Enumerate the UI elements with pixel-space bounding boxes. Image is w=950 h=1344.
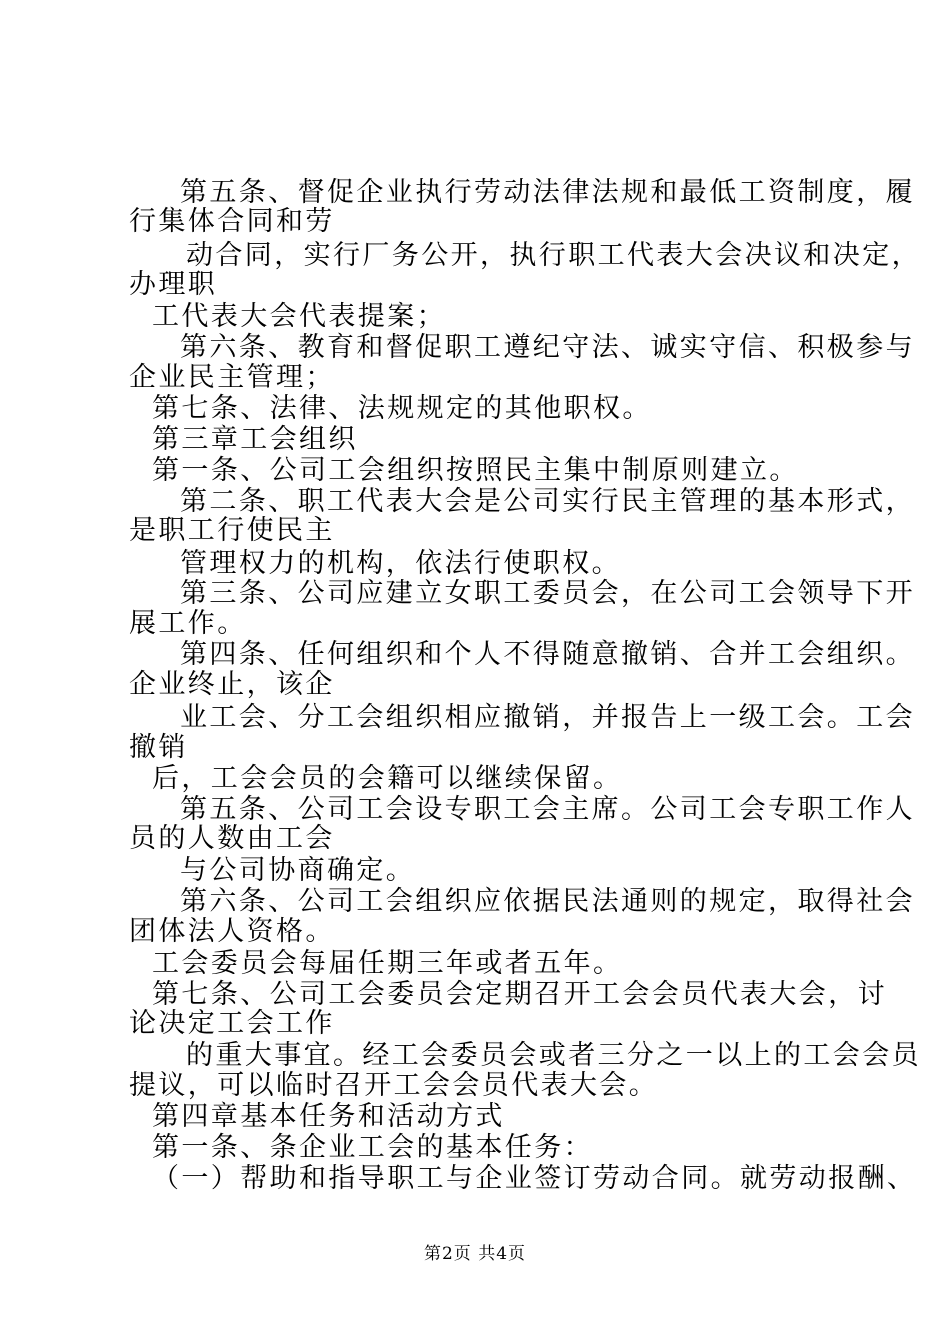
text-line: 工会委员会每届任期三年或者五年。 bbox=[152, 948, 623, 979]
text-line: 论决定工会工作 bbox=[129, 1008, 335, 1039]
text-line: 动合同，实行厂务公开，执行职工代表大会决议和决定， bbox=[186, 240, 921, 271]
text-line: 第七条、公司工会委员会定期召开工会会员代表大会，讨 bbox=[152, 979, 887, 1010]
text-line: 企业民主管理； bbox=[129, 362, 335, 393]
text-line: 行集体合同和劳 bbox=[129, 206, 335, 237]
text-line: 第三条、公司应建立女职工委员会，在公司工会领导下开 bbox=[180, 578, 915, 609]
text-line: 第六条、教育和督促职工遵纪守法、诚实守信、积极参与 bbox=[180, 332, 915, 363]
page-number-footer: 第2页 共4页 bbox=[423, 1244, 527, 1264]
text-line: 第二条、职工代表大会是公司实行民主管理的基本形式， bbox=[180, 486, 915, 517]
text-line: 第一条、条企业工会的基本任务： bbox=[152, 1132, 593, 1163]
text-line: 与公司协商确定。 bbox=[180, 855, 416, 886]
text-line: 是职工行使民主 bbox=[129, 515, 335, 546]
text-line: 第五条、公司工会设专职工会主席。公司工会专职工作人 bbox=[180, 794, 915, 825]
text-line: 办理职 bbox=[129, 269, 218, 300]
text-line: 管理权力的机构，依法行使职权。 bbox=[180, 548, 621, 579]
text-line: 提议，可以临时召开工会会员代表大会。 bbox=[129, 1070, 659, 1101]
text-line: 第四章基本任务和活动方式 bbox=[152, 1101, 505, 1132]
text-line: 团体法人资格。 bbox=[129, 916, 335, 947]
text-line: 后，工会会员的会籍可以继续保留。 bbox=[152, 763, 623, 794]
text-line: 第七条、法律、法规规定的其他职权。 bbox=[152, 393, 652, 424]
text-line: （一）帮助和指导职工与企业签订劳动合同。就劳动报酬、 bbox=[152, 1163, 917, 1194]
text-line: 的重大事宜。经工会委员会或者三分之一以上的工会会员 bbox=[186, 1040, 921, 1071]
text-line: 企业终止，该企 bbox=[129, 669, 335, 700]
text-line: 撤销 bbox=[129, 732, 188, 763]
text-line: 第四条、任何组织和个人不得随意撤销、合并工会组织。 bbox=[180, 639, 915, 670]
text-line: 第三章工会组织 bbox=[152, 424, 358, 455]
text-line: 展工作。 bbox=[129, 608, 247, 639]
text-line: 第一条、公司工会组织按照民主集中制原则建立。 bbox=[152, 455, 799, 486]
text-line: 第六条、公司工会组织应依据民法通则的规定，取得社会 bbox=[180, 886, 915, 917]
text-line: 业工会、分工会组织相应撤销，并报告上一级工会。工会 bbox=[180, 702, 915, 733]
text-line: 第五条、督促企业执行劳动法律法规和最低工资制度，履 bbox=[180, 177, 915, 208]
text-line: 员的人数由工会 bbox=[129, 823, 335, 854]
text-line: 工代表大会代表提案； bbox=[152, 301, 446, 332]
